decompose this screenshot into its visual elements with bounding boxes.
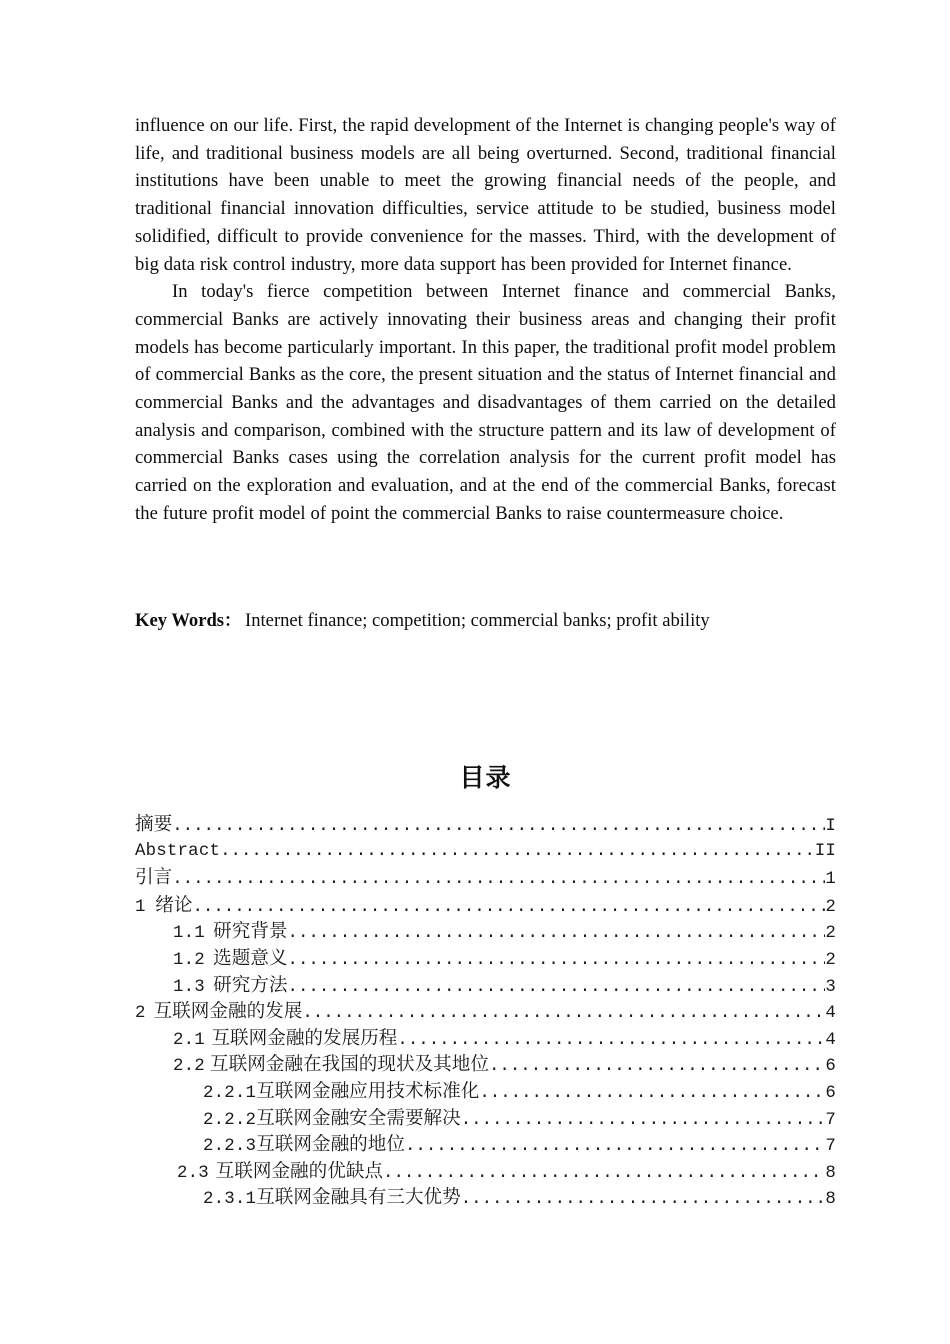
toc-entry[interactable] [135, 1158, 836, 1185]
toc-entry-number: 1 [135, 897, 146, 917]
toc-dot-leader [489, 1054, 825, 1078]
toc-entry-title: 互联网金融安全需要解决 [256, 1107, 461, 1129]
toc-entry-number: 2.2.1 [203, 1083, 257, 1103]
toc-entry-page-number: 6 [825, 1057, 836, 1077]
toc-entry[interactable] [135, 1184, 836, 1211]
keywords-colon: ： [224, 611, 242, 631]
toc-entry-page-number: I [825, 817, 836, 836]
toc-entry-number: 2.3.1 [203, 1190, 257, 1210]
toc-number-gap [209, 1158, 216, 1185]
toc-entry-number: 2.2.2 [203, 1110, 257, 1130]
toc-dot-leader [397, 1028, 825, 1052]
toc-entry-title: 研究方法 [213, 974, 288, 996]
toc-dot-leader [405, 1134, 825, 1158]
toc-number-gap [205, 972, 213, 999]
toc-entry[interactable] [135, 1078, 836, 1105]
toc-entry-page-number: 2 [825, 950, 836, 970]
abstract-body [135, 112, 836, 528]
toc-number-gap [205, 945, 213, 972]
toc-dot-leader [172, 814, 825, 839]
toc-entry-page-number: 7 [825, 1137, 836, 1157]
toc-entry[interactable] [135, 865, 836, 892]
toc-entry-title: 互联网金融的发展历程 [211, 1027, 398, 1049]
toc-entry-title: 互联网金融应用技术标准化 [256, 1080, 480, 1102]
toc-number-gap [146, 998, 154, 1025]
toc-entry-title: 互联网金融的优缺点 [215, 1160, 384, 1182]
toc-dot-leader [479, 1081, 825, 1105]
abstract-paragraph-2: In today's fierce competition between Internet finance and commercial Banks, commercial Banks are actively innovating their business areas and changing their profit models has become particularly important. In this paper, the traditional profit model problem of commercial Banks as the core, the present situation and the status of Internet financial and commercial Banks and the advantages and disadvantages of them carried on the detailed analysis and comparison, combined with the structure pattern and its law of development of commercial Banks cases using the correlation analysis for the current profit model has carried on the exploration and evaluation, and at the end of the commercial Banks, forecast the future profit model of point the commercial Banks to raise countermeasure choice. [135, 281, 836, 524]
toc-list [135, 812, 836, 1211]
toc-entry-title: 互联网金融具有三大优势 [256, 1187, 461, 1209]
toc-entry-title: 互联网金融的地位 [256, 1134, 405, 1156]
toc-dot-leader [288, 975, 826, 999]
toc-entry-page-number: 1 [825, 870, 836, 890]
toc-entry[interactable] [135, 998, 836, 1025]
toc-number-gap [205, 918, 213, 945]
toc-entry[interactable] [135, 972, 836, 999]
toc-dot-leader [461, 1108, 826, 1132]
toc-entry-page-number: 2 [825, 897, 836, 917]
toc-dot-leader [192, 895, 825, 919]
toc-dot-leader [288, 948, 826, 972]
toc-entry-number: 1.1 [173, 924, 205, 944]
toc-entry-number: 2.3 [177, 1163, 209, 1183]
toc-entry-page-number: 4 [825, 1030, 836, 1050]
toc-entry-number: 1.3 [173, 977, 205, 997]
keywords-label: Key Words [135, 610, 225, 631]
toc-entry-number: 1.2 [173, 950, 205, 970]
toc-entry-page-number: 6 [825, 1083, 836, 1103]
toc-dot-leader [220, 839, 815, 866]
toc-entry[interactable] [135, 1025, 836, 1052]
toc-entry-title: 摘要 [135, 814, 173, 835]
toc-entry-page-number: 8 [825, 1190, 836, 1210]
toc-entry[interactable] [135, 1105, 836, 1132]
toc-entry-number: 2.2 [173, 1057, 205, 1077]
toc-heading: 目录 [459, 763, 512, 792]
toc-entry[interactable] [135, 1131, 836, 1158]
toc-entry-page-number: 7 [825, 1110, 836, 1130]
toc-dot-leader [288, 921, 826, 945]
toc-entry-page-number: 8 [825, 1163, 836, 1183]
toc-entry[interactable] [135, 918, 836, 945]
toc-entry-page-number: 2 [825, 924, 836, 944]
toc-dot-leader [302, 1001, 825, 1025]
toc-entry-page-number: II [814, 841, 836, 861]
toc-entry-number: 2 [135, 1004, 146, 1024]
toc-entry[interactable] [135, 945, 836, 972]
toc-dot-leader [172, 867, 825, 892]
toc-entry[interactable] [135, 812, 836, 839]
toc-dot-leader [383, 1161, 825, 1185]
keywords-value: Internet finance; competition; commercial banks; profit ability [245, 610, 710, 631]
toc-entry-title: 研究背景 [213, 921, 288, 943]
toc-entry-title: 选题意义 [213, 947, 288, 969]
toc-entry-title: 互联网金融的发展 [153, 1001, 303, 1023]
toc-entry-title: 绪论 [155, 894, 193, 916]
toc-entry[interactable] [135, 892, 836, 919]
toc-entry-page-number: 4 [825, 1004, 836, 1024]
abstract-paragraph-1: influence on our life. First, the rapid development of the Internet is changing people's way of life, and traditional business models are all being overturned. Second, traditional financial institutions have been unable to meet the growing financial needs of the people, and traditional financial innovation difficulties, service attitude to be studied, business model solidified, difficult to provide convenience for the masses. Third, with the development of big data risk control industry, more data support has been provided for Internet finance. [135, 115, 836, 275]
toc-dot-leader [461, 1187, 826, 1211]
toc-entry-number: 2.2.3 [203, 1137, 257, 1157]
toc-entry[interactable] [135, 1051, 836, 1078]
toc-entry-number: 2.1 [173, 1030, 205, 1050]
toc-entry-title: 互联网金融在我国的现状及其地位 [210, 1054, 489, 1076]
toc-entry-title: Abstract [135, 841, 221, 861]
keywords-line [135, 607, 836, 636]
toc-entry[interactable] [135, 839, 836, 866]
toc-number-gap [146, 892, 156, 919]
toc-entry-page-number: 3 [825, 977, 836, 997]
toc-entry-title: 引言 [135, 867, 173, 889]
